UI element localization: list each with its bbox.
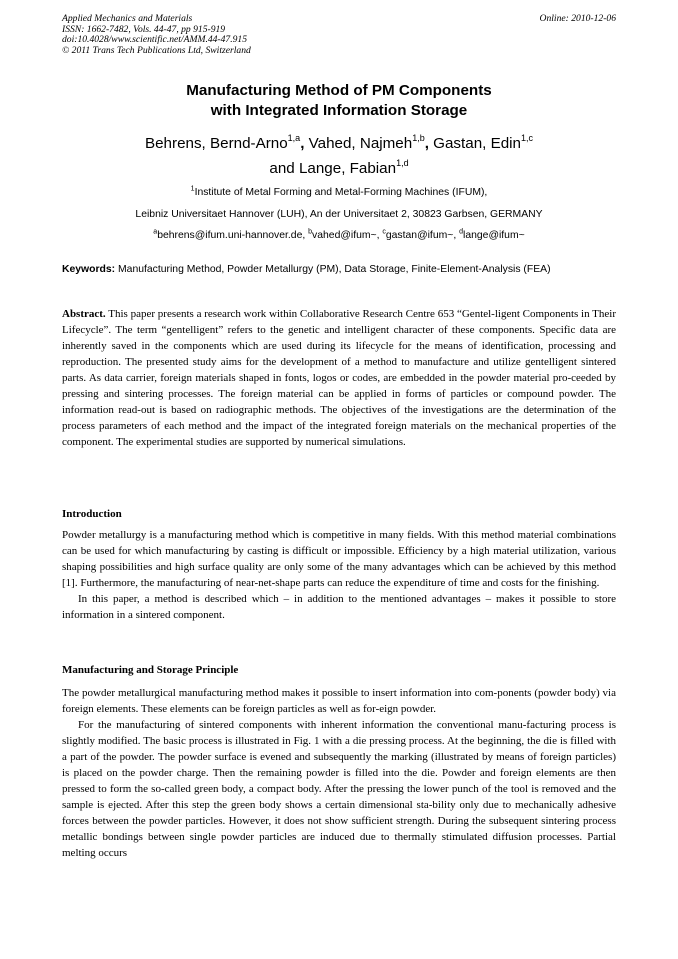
author-behrens: Behrens, Bernd-Arno bbox=[144, 135, 288, 152]
title-line-2: with Integrated Information Storage bbox=[210, 102, 468, 119]
email-vahed: vahed@ifum~, bbox=[312, 230, 380, 241]
abstract bbox=[62, 306, 616, 450]
author-lange: Lange, Fabian bbox=[298, 160, 397, 177]
affiliation-sup: 1 bbox=[190, 185, 195, 193]
email-lange: lange@ifum~ bbox=[463, 230, 525, 241]
paragraph: Powder metallurgy is a manufacturing method which is competitive in many fields. With this method material combinations can be used for which manufacturing by casting is difficult or impossible. Efficiency by a high material utilization, various shaping possibilities and high surface quality are only some of the many advantages which can be achieved by this method [1]. Furthermore, the manufacturing of near-net-shape parts can reduce the expenditure of time and costs for the finishing. bbox=[62, 529, 616, 589]
affiliation-line-2: Leibniz Universitaet Hannover (LUH), An der Universitaet 2, 30823 Garbsen, GERMANY bbox=[135, 208, 543, 220]
paper-title bbox=[62, 81, 616, 121]
doi-line: doi:10.4028/www.scientific.net/AMM.44-47.915 bbox=[62, 34, 248, 46]
online-date: Online: 2010-12-06 bbox=[539, 13, 616, 24]
email-sup: a bbox=[153, 228, 158, 236]
author-list bbox=[62, 131, 616, 181]
journal-name: Applied Mechanics and Materials bbox=[62, 13, 193, 24]
journal-header bbox=[62, 14, 616, 56]
email-gastan: gastan@ifum~, bbox=[385, 230, 457, 241]
copyright-line: © 2011 Trans Tech Publications Ltd, Switzerland bbox=[62, 44, 251, 56]
keywords-label: Keywords: bbox=[62, 264, 116, 275]
introduction-body bbox=[62, 527, 616, 623]
section-heading-principle: Manufacturing and Storage Principle bbox=[62, 664, 239, 676]
keywords bbox=[62, 263, 616, 277]
paragraph: In this paper, a method is described which – in addition to the mentioned advantages – makes it possible to store information in a sintered component. bbox=[62, 593, 616, 621]
author-and: and bbox=[269, 160, 295, 177]
paragraph: The powder metallurgical manufacturing method makes it possible to insert information into com-ponents (powder body) via foreign elements. These elements can be foreign particles as well as for-eign powder. bbox=[62, 687, 616, 715]
keywords-text: Manufacturing Method, Powder Metallurgy (PM), Data Storage, Finite-Element-Analysis (FEA) bbox=[118, 264, 551, 275]
author-sup: 1,c bbox=[520, 132, 533, 143]
author-line-1: Behrens, Bernd-Arno$^{1,a}$, Vahed, Najmeh$^{1,b}$, Gastan, Edin$^{1,c}$ bbox=[144, 132, 533, 152]
author-gastan: Gastan, Edin bbox=[433, 135, 521, 152]
affiliation bbox=[62, 182, 616, 247]
institute-name: Institute of Metal Forming and Metal-Forming Machines (IFUM), bbox=[194, 187, 488, 198]
author-vahed: Vahed, Najmeh bbox=[308, 135, 413, 152]
section-heading-introduction: Introduction bbox=[62, 508, 122, 520]
email-line bbox=[62, 225, 616, 247]
author-line-2 bbox=[62, 156, 616, 181]
affiliation-line-1 bbox=[62, 182, 616, 204]
author-sup: 1,b bbox=[412, 132, 425, 143]
paragraph: For the manufacturing of sintered components with inherent information the conventional manu-facturing process is slightly modified. The basic process is illustrated in Fig. 1 with a die pressing process. At the beginning, the die is filled with a part of the powder. The powder surface is evened and subsequently the marking (illustrated by means of foreign particles) is placed on the powder charge. Then the remaining powder is filled into the die. Powder and foreign elements are then pressed to form the so-called green body, a compact body. After the pressing the lower punch of the tool is removed and the sample is ejected. After this step the green body shows a certain dimensional sta-bility only due to mechanically adhesive forces between the powder particles. However, it does not show sufficient strength. During the subsequent sintering process metallic bondings between single powder particles are induced due to thermally stimulated diffusion processes. Partial melting occurs bbox=[62, 719, 616, 859]
email-behrens: behrens@ifum.uni-hannover.de, bbox=[157, 230, 306, 241]
email-sup: d bbox=[459, 228, 464, 236]
author-sup: 1,d bbox=[396, 157, 409, 168]
abstract-text: This paper presents a research work within Collaborative Research Centre 653 “Gentel-ligent Components in Their Lifecycle”. The term “gentelligent” refers to the genetic and intelligent character of these components. Specific data are inherently saved in the components which are used during its lifecycle for the means of identification, processing and reproduction. The presented study aims for the development of a method to manufacture and utilize gentelligent sintered parts. As data carrier, foreign materials shaped in fonts, logos or codes, are embedded in the powder material pro-ceeded by pressing and sintering processes. The foreign material can be applied in forms of particles or compound powder. The information read-out is based on radiographic methods. The objectives of the investigations are the determination of the process parameters of each method and the impact of the integrated foreign materials on the mechanical properties of the component. The experimental studies are supported by numerical simulations. bbox=[62, 308, 616, 448]
email-sup: c bbox=[382, 228, 386, 236]
abstract-label: Abstract. bbox=[62, 308, 106, 320]
issn-line: ISSN: 1662-7482, Vols. 44-47, pp 915-919 bbox=[62, 23, 226, 35]
author-sup: 1,a bbox=[287, 132, 301, 143]
principle-body bbox=[62, 685, 616, 861]
email-sup: b bbox=[308, 228, 313, 236]
title-line-1: Manufacturing Method of PM Components bbox=[186, 82, 492, 99]
